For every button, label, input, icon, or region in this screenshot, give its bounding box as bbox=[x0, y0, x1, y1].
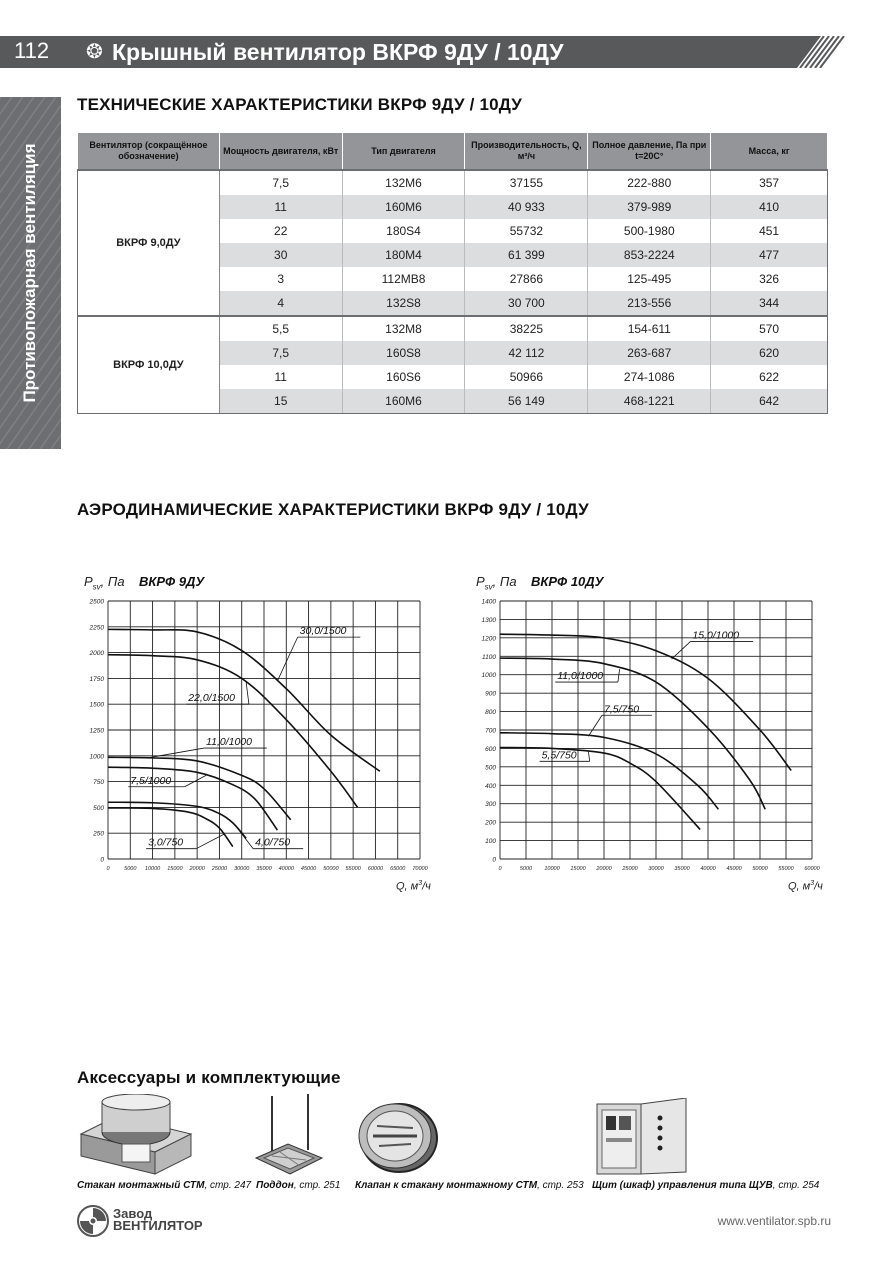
chart-x-axis-label: Q, $м^3/ч$ bbox=[396, 880, 431, 893]
chart-10du bbox=[462, 593, 842, 883]
y-tick-label: 200 bbox=[485, 819, 496, 827]
x-tick-label: 5000 bbox=[124, 866, 137, 872]
x-tick-label: 0 bbox=[106, 866, 110, 872]
column-header: Масса, кг bbox=[711, 133, 828, 171]
table-cell: 410 bbox=[711, 195, 828, 219]
side-tab-label: Противопожарная вентиляция bbox=[20, 143, 39, 403]
table-cell: 344 bbox=[711, 291, 828, 316]
table-cell: 477 bbox=[711, 243, 828, 267]
series-label: 7,5/750 bbox=[604, 703, 640, 716]
series-label: 3,0/750 bbox=[148, 836, 184, 849]
x-tick-label: 30000 bbox=[648, 866, 664, 872]
x-tick-label: 55000 bbox=[778, 866, 794, 872]
x-tick-label: 0 bbox=[498, 866, 502, 872]
series-label: 22,0/1500 bbox=[188, 692, 235, 705]
chart-9du bbox=[70, 593, 450, 883]
chart-x-axis-label: Q, $м^3/ч$ bbox=[788, 880, 823, 893]
table-cell: 22 bbox=[219, 219, 342, 243]
control-cabinet-image bbox=[594, 1098, 688, 1178]
table-cell: 112MB8 bbox=[342, 267, 465, 291]
x-tick-label: 5000 bbox=[519, 866, 533, 872]
series-label: 30,0/1500 bbox=[299, 625, 347, 638]
table-cell: 5,5 bbox=[219, 316, 342, 341]
y-tick-label: 900 bbox=[485, 690, 496, 698]
page-title: Крышный вентилятор ВКРФ 9ДУ / 10ДУ bbox=[112, 39, 564, 65]
series-label: 5,5/750 bbox=[541, 749, 577, 762]
table-cell: 620 bbox=[711, 341, 828, 365]
table-cell: 570 bbox=[711, 316, 828, 341]
x-tick-label: 10000 bbox=[144, 866, 161, 872]
y-tick-label: 250 bbox=[93, 830, 104, 838]
y-tick-label: 100 bbox=[485, 838, 496, 846]
chart-10du-header bbox=[476, 573, 603, 592]
table-cell: 213-556 bbox=[588, 291, 711, 316]
table-cell: 132M6 bbox=[342, 170, 465, 195]
x-tick-label: 50000 bbox=[752, 866, 768, 872]
x-tick-label: 70000 bbox=[412, 866, 428, 872]
column-header: Тип двигателя bbox=[342, 133, 465, 171]
page-header-bar bbox=[0, 36, 843, 68]
series-line bbox=[500, 748, 700, 830]
table-cell: 154-611 bbox=[588, 316, 711, 341]
y-tick-label: 0 bbox=[492, 856, 496, 864]
table-cell: 853-2224 bbox=[588, 243, 711, 267]
x-tick-label: 60000 bbox=[367, 866, 384, 872]
table-cell: 263-687 bbox=[588, 341, 711, 365]
series-label-leader bbox=[148, 748, 204, 758]
series-label-leader bbox=[237, 828, 253, 849]
series-label-leader bbox=[588, 752, 589, 762]
series-label: 4,0/750 bbox=[255, 836, 291, 849]
table-cell: 622 bbox=[711, 365, 828, 389]
y-tick-label: 500 bbox=[93, 804, 104, 812]
x-tick-label: 60000 bbox=[804, 866, 820, 872]
x-tick-label: 25000 bbox=[211, 866, 228, 872]
x-tick-label: 20000 bbox=[189, 866, 205, 872]
table-cell: 30 bbox=[219, 243, 342, 267]
series-label: 11,0/1000 bbox=[206, 736, 252, 749]
y-tick-label: 750 bbox=[93, 779, 104, 787]
table-cell: 7,5 bbox=[219, 341, 342, 365]
side-section-tab bbox=[0, 97, 61, 449]
x-tick-label: 50000 bbox=[323, 866, 339, 872]
fan-model-cell: ВКРФ 9,0ДУ bbox=[78, 170, 220, 316]
table-cell: 40 933 bbox=[465, 195, 588, 219]
table-cell: 160M6 bbox=[342, 195, 465, 219]
x-tick-label: 55000 bbox=[345, 866, 361, 872]
table-row bbox=[78, 170, 828, 195]
table-cell: 11 bbox=[219, 365, 342, 389]
table-row bbox=[78, 316, 828, 341]
tech-section-title: ТЕХНИЧЕСКИЕ ХАРАКТЕРИСТИКИ ВКРФ 9ДУ / 10ДУ bbox=[77, 95, 523, 114]
y-tick-label: 1100 bbox=[482, 653, 496, 661]
table-cell: 3 bbox=[219, 267, 342, 291]
column-header: Мощность двигателя, кВт bbox=[219, 133, 342, 171]
y-tick-label: 1200 bbox=[481, 635, 496, 643]
accessory-caption: Поддон, стр. 251 bbox=[256, 1180, 341, 1191]
chart-y-axis-label: $P_{sv}$, Па bbox=[84, 574, 125, 592]
x-tick-label: 15000 bbox=[167, 866, 183, 872]
accessory-caption: Щит (шкаф) управления типа ЩУВ, стр. 254 bbox=[592, 1180, 820, 1191]
header-stripes-decoration bbox=[793, 36, 845, 68]
table-cell: 27866 bbox=[465, 267, 588, 291]
y-tick-label: 1400 bbox=[481, 598, 496, 606]
chart-title: ВКРФ 10ДУ bbox=[531, 574, 604, 589]
series-label-leader bbox=[277, 637, 297, 681]
series-label-leader bbox=[588, 715, 602, 736]
mounting-base-image bbox=[77, 1094, 195, 1178]
table-cell: 61 399 bbox=[465, 243, 588, 267]
y-tick-label: 2250 bbox=[89, 624, 104, 632]
x-tick-label: 45000 bbox=[300, 866, 317, 872]
table-header-row bbox=[78, 133, 828, 171]
chart-y-axis-label: $P_{sv}$, Па bbox=[476, 574, 517, 592]
x-tick-label: 35000 bbox=[674, 866, 690, 872]
x-tick-label: 40000 bbox=[700, 866, 716, 872]
table-cell: 50966 bbox=[465, 365, 588, 389]
x-tick-label: 30000 bbox=[234, 866, 250, 872]
table-cell: 160S8 bbox=[342, 341, 465, 365]
company-logo-text: Завод ВЕНТИЛЯТОР bbox=[113, 1206, 203, 1233]
x-tick-label: 45000 bbox=[726, 866, 742, 872]
accessories-title: Аксессуары и комплектующие bbox=[77, 1068, 341, 1087]
table-cell: 500-1980 bbox=[588, 219, 711, 243]
fan-model-cell: ВКРФ 10,0ДУ bbox=[78, 316, 220, 414]
series-line bbox=[500, 733, 718, 809]
table-cell: 132S8 bbox=[342, 291, 465, 316]
table-cell: 642 bbox=[711, 389, 828, 414]
x-tick-label: 20000 bbox=[596, 866, 612, 872]
x-tick-label: 35000 bbox=[256, 866, 272, 872]
table-cell: 7,5 bbox=[219, 170, 342, 195]
table-cell: 30 700 bbox=[465, 291, 588, 316]
table-cell: 38225 bbox=[465, 316, 588, 341]
y-tick-label: 500 bbox=[485, 764, 496, 772]
x-tick-label: 15000 bbox=[570, 866, 586, 872]
column-header: Вентилятор (сокращённое обозначение) bbox=[78, 133, 220, 171]
series-label: 7,5/1000 bbox=[130, 774, 172, 787]
table-cell: 132M8 bbox=[342, 316, 465, 341]
aero-section-title: АЭРОДИНАМИЧЕСКИЕ ХАРАКТЕРИСТИКИ ВКРФ 9ДУ / 10ДУ bbox=[77, 500, 589, 519]
table-cell: 180M4 bbox=[342, 243, 465, 267]
table-cell: 274-1086 bbox=[588, 365, 711, 389]
y-tick-label: 800 bbox=[485, 709, 496, 717]
accessory-caption: Стакан монтажный СТМ, стр. 247 bbox=[77, 1180, 252, 1191]
x-tick-label: 40000 bbox=[278, 866, 294, 872]
y-tick-label: 2500 bbox=[89, 598, 104, 606]
x-tick-label: 10000 bbox=[544, 866, 560, 872]
series-label-leader bbox=[185, 775, 206, 786]
y-tick-label: 300 bbox=[485, 801, 496, 809]
table-cell: 326 bbox=[711, 267, 828, 291]
y-tick-label: 2000 bbox=[89, 650, 104, 658]
y-tick-label: 600 bbox=[485, 745, 496, 753]
series-label: 15,0/1000 bbox=[692, 629, 740, 642]
table-cell: 160S6 bbox=[342, 365, 465, 389]
series-label-leader bbox=[618, 669, 620, 682]
series-line bbox=[108, 629, 380, 771]
y-tick-label: 1250 bbox=[89, 727, 104, 735]
y-tick-label: 1000 bbox=[89, 753, 104, 761]
x-tick-label: 25000 bbox=[622, 866, 638, 872]
table-cell: 56 149 bbox=[465, 389, 588, 414]
page-number: 112 bbox=[14, 38, 50, 63]
y-tick-label: 1000 bbox=[481, 672, 496, 680]
table-cell: 55732 bbox=[465, 219, 588, 243]
tray-image bbox=[252, 1094, 326, 1178]
x-tick-label: 65000 bbox=[390, 866, 406, 872]
table-cell: 160M6 bbox=[342, 389, 465, 414]
y-tick-label: 0 bbox=[100, 856, 104, 864]
company-logo-icon bbox=[77, 1205, 109, 1237]
table-cell: 357 bbox=[711, 170, 828, 195]
series-label-leader bbox=[246, 683, 249, 705]
column-header: Полное давление, Па при t=20С° bbox=[588, 133, 711, 171]
chart-9du-header bbox=[84, 573, 204, 592]
table-cell: 125-495 bbox=[588, 267, 711, 291]
table-cell: 222-880 bbox=[588, 170, 711, 195]
table-cell: 379-989 bbox=[588, 195, 711, 219]
column-header: Производительность, Q, м³/ч bbox=[465, 133, 588, 171]
y-tick-label: 1500 bbox=[89, 701, 104, 709]
series-label: 11,0/1000 bbox=[557, 670, 604, 683]
fan-icon: ❂ bbox=[86, 41, 103, 63]
damper-valve-image bbox=[353, 1098, 441, 1176]
y-tick-label: 400 bbox=[485, 782, 496, 790]
table-cell: 42 112 bbox=[465, 341, 588, 365]
y-tick-label: 1300 bbox=[481, 616, 496, 624]
table-cell: 15 bbox=[219, 389, 342, 414]
table-cell: 37155 bbox=[465, 170, 588, 195]
table-cell: 451 bbox=[711, 219, 828, 243]
table-cell: 468-1221 bbox=[588, 389, 711, 414]
accessory-caption: Клапан к стакану монтажному СТМ, стр. 253 bbox=[355, 1180, 584, 1191]
table-cell: 11 bbox=[219, 195, 342, 219]
chart-title: ВКРФ 9ДУ bbox=[139, 574, 205, 589]
y-tick-label: 700 bbox=[485, 727, 496, 735]
spec-table bbox=[77, 132, 828, 414]
table-cell: 4 bbox=[219, 291, 342, 316]
y-tick-label: 1750 bbox=[89, 675, 104, 683]
website-link[interactable]: www.ventilator.spb.ru bbox=[717, 1214, 831, 1228]
table-cell: 180S4 bbox=[342, 219, 465, 243]
